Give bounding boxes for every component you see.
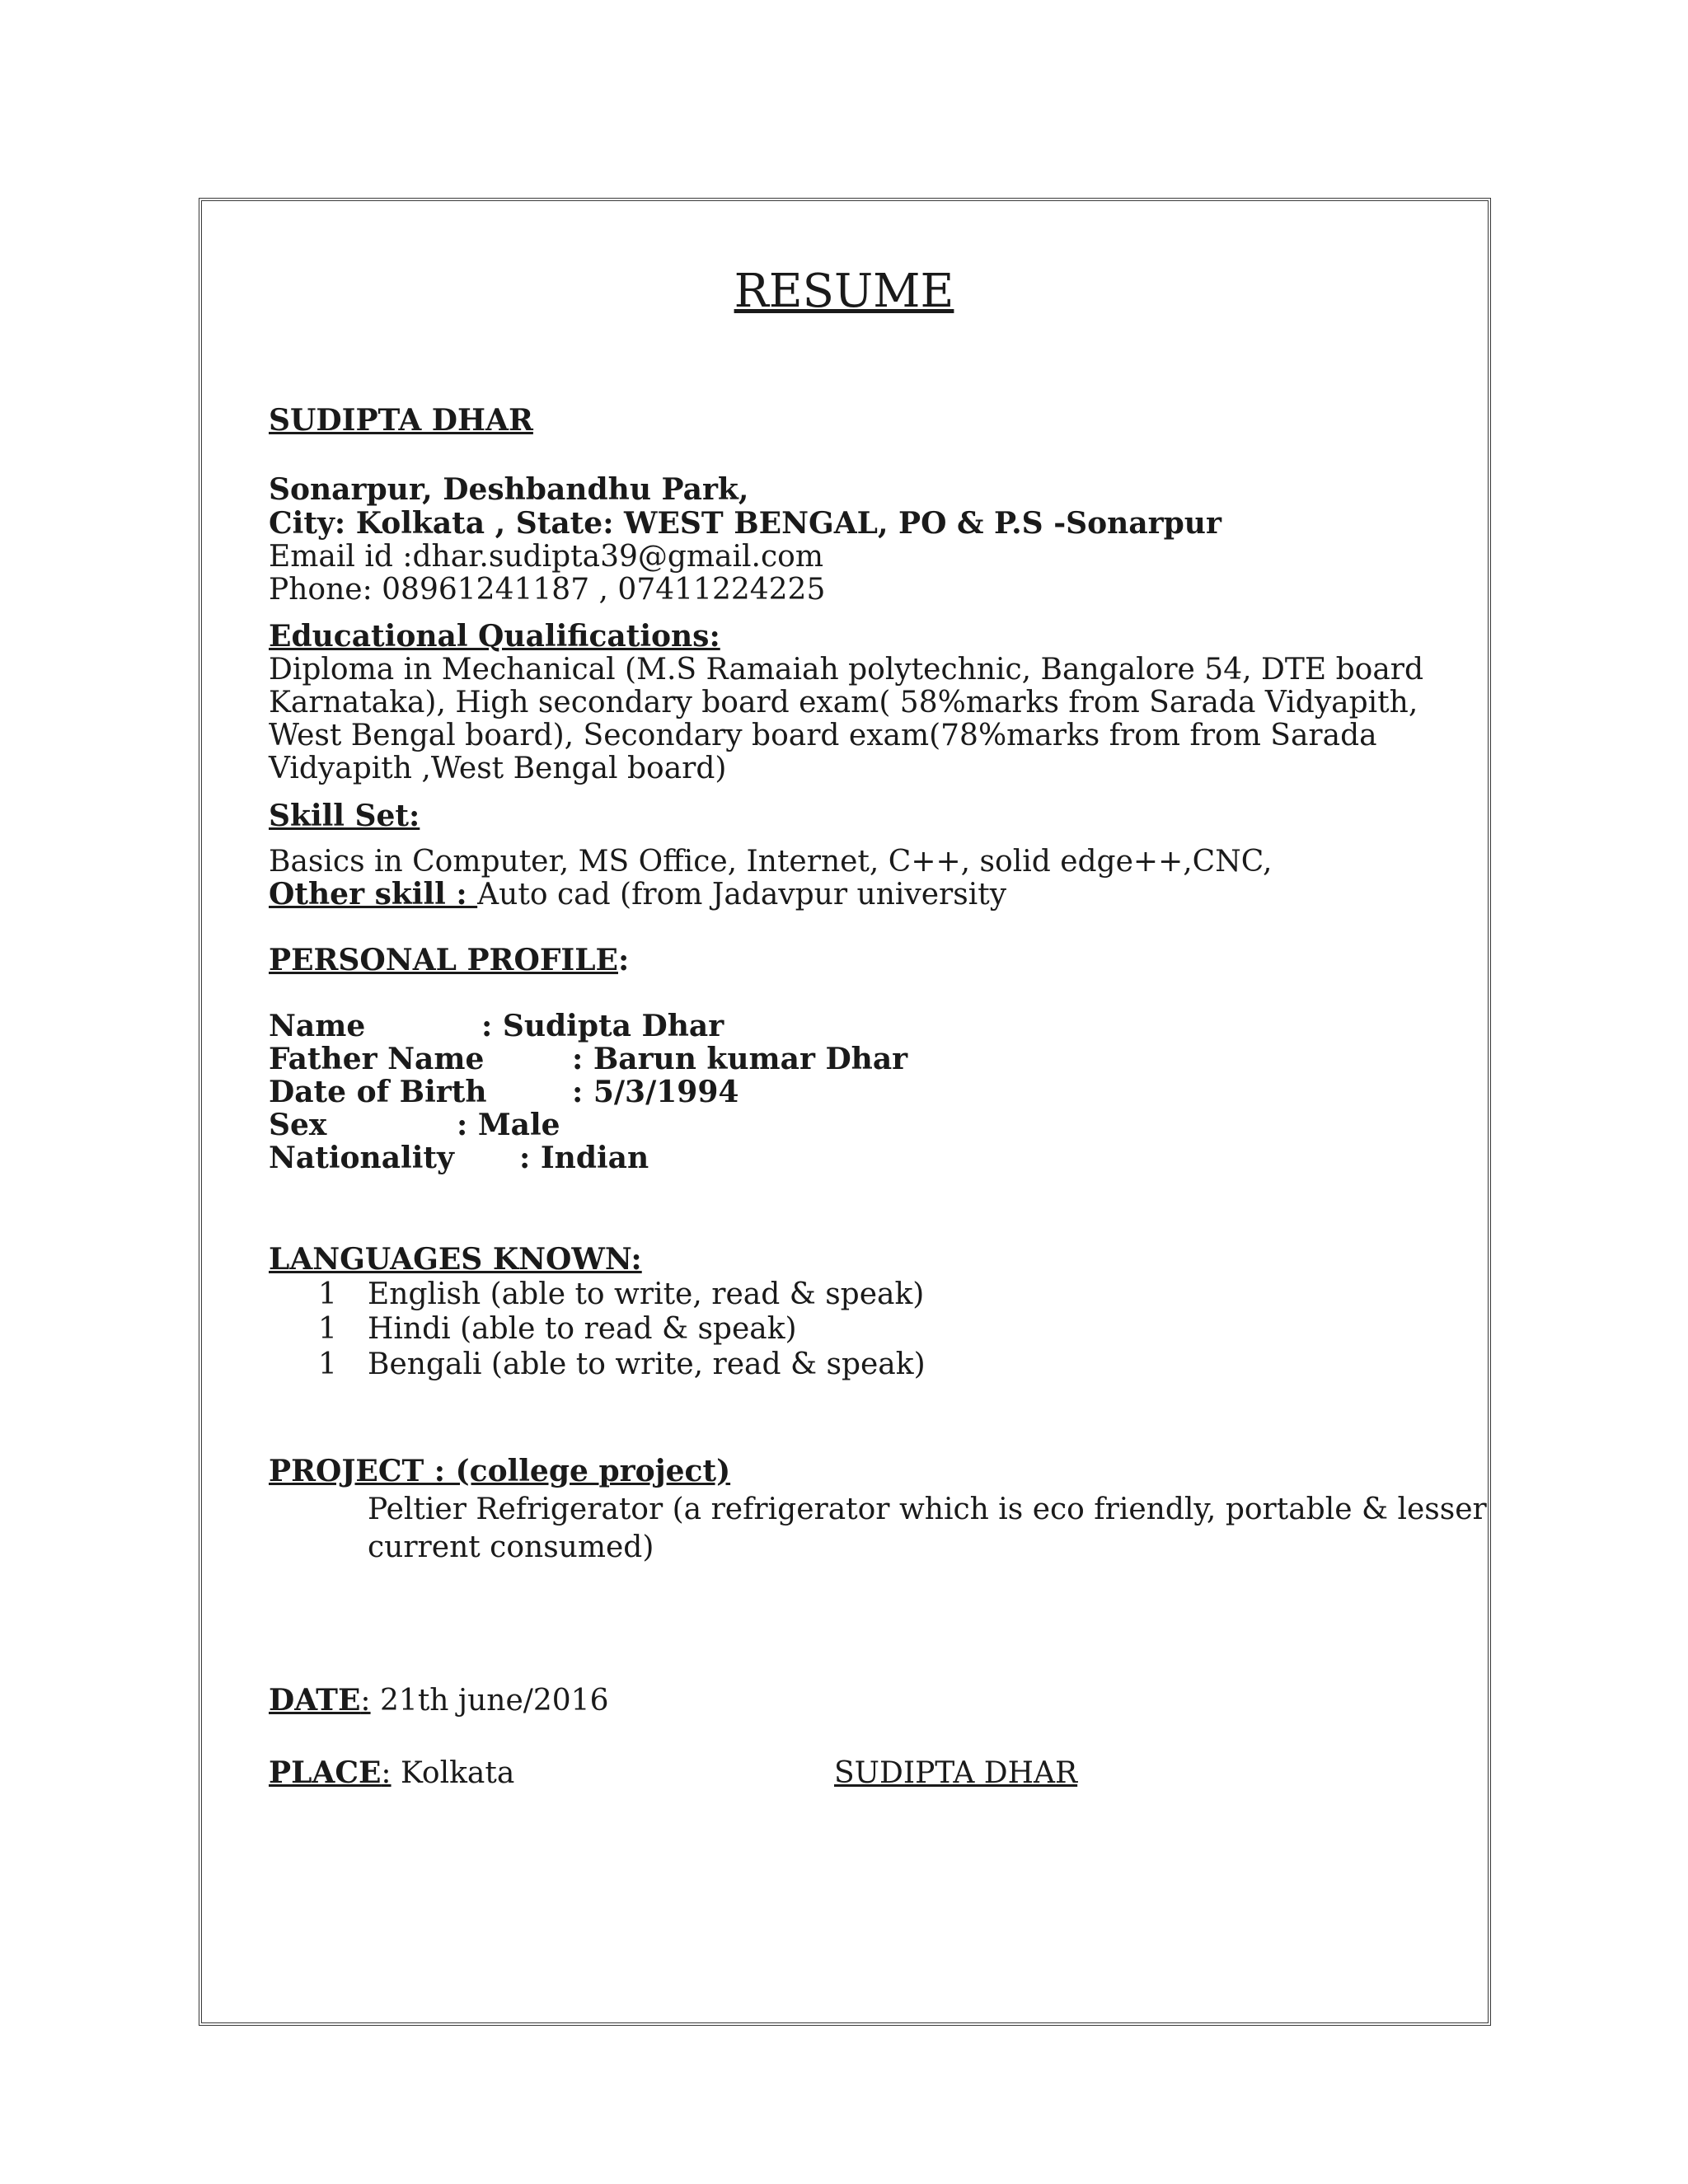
education-heading: Educational Qualifications: bbox=[269, 619, 720, 654]
skills-heading: Skill Set: bbox=[269, 799, 420, 833]
place-separator: : bbox=[381, 1756, 392, 1790]
personal-heading bbox=[269, 944, 629, 977]
other-skill-value: Auto cad (from Jadavpur university bbox=[477, 878, 1007, 912]
profile-label-father: Father Name bbox=[269, 1042, 485, 1076]
education-line: Karnataka), High secondary board exam( 58%marks from Sarada Vidyapith, bbox=[269, 686, 1418, 719]
language-item: Hindi (able to read & speak) bbox=[368, 1312, 797, 1346]
other-skill-label: Other skill : bbox=[269, 877, 478, 912]
education-line: Vidyapith ,West Bengal board) bbox=[269, 752, 727, 785]
language-item: English (able to write, read & speak) bbox=[368, 1277, 925, 1311]
place-label: PLACE bbox=[269, 1755, 382, 1790]
language-number: 1 bbox=[318, 1312, 337, 1346]
project-heading: PROJECT : (college project) bbox=[269, 1454, 731, 1488]
skills-line: Basics in Computer, MS Office, Internet, C++, solid edge++,CNC, bbox=[269, 845, 1273, 879]
profile-value-nationality: : Indian bbox=[519, 1141, 649, 1175]
email-line: Email id :dhar.sudipta39@gmail.com bbox=[269, 540, 823, 574]
other-skill-line bbox=[269, 878, 1006, 912]
resume-title: RESUME bbox=[734, 265, 954, 318]
project-line: current consumed) bbox=[368, 1530, 654, 1564]
profile-value-name: : Sudipta Dhar bbox=[481, 1009, 724, 1043]
name-heading: SUDIPTA DHAR bbox=[269, 403, 533, 438]
language-number: 1 bbox=[318, 1347, 337, 1381]
project-line: Peltier Refrigerator (a refrigerator which is eco friendly, portable & lesser bbox=[368, 1493, 1487, 1526]
address-line-1: Sonarpur, Deshbandhu Park, bbox=[269, 472, 749, 507]
profile-value-dob: : 5/3/1994 bbox=[572, 1075, 739, 1109]
languages-heading: LANGUAGES KNOWN: bbox=[269, 1242, 642, 1277]
personal-heading-text: PERSONAL PROFILE bbox=[269, 943, 618, 977]
personal-heading-suffix: : bbox=[617, 943, 630, 977]
language-number: 1 bbox=[318, 1277, 337, 1311]
signature-name: SUDIPTA DHAR bbox=[834, 1756, 1078, 1790]
date-separator: : bbox=[360, 1684, 371, 1718]
profile-label-dob: Date of Birth bbox=[269, 1075, 487, 1109]
profile-label-name: Name bbox=[269, 1009, 366, 1043]
place-line bbox=[269, 1756, 514, 1790]
education-line: Diploma in Mechanical (M.S Ramaiah polytechnic, Bangalore 54, DTE board bbox=[269, 653, 1424, 687]
date-line bbox=[269, 1684, 609, 1718]
profile-value-father: : Barun kumar Dhar bbox=[572, 1042, 908, 1076]
address-line-2: City: Kolkata , State: WEST BENGAL, PO & P.S -Sonarpur bbox=[269, 506, 1221, 541]
phone-line: Phone: 08961241187 , 07411224225 bbox=[269, 573, 826, 607]
profile-label-sex: Sex bbox=[269, 1108, 327, 1142]
profile-value-sex: : Male bbox=[457, 1108, 560, 1142]
date-label: DATE bbox=[269, 1683, 361, 1718]
place-value: Kolkata bbox=[391, 1756, 515, 1790]
language-item: Bengali (able to write, read & speak) bbox=[368, 1347, 926, 1381]
profile-label-nationality: Nationality bbox=[269, 1141, 454, 1175]
education-line: West Bengal board), Secondary board exam(78%marks from from Sarada bbox=[269, 719, 1377, 752]
date-value: 21th june/2016 bbox=[370, 1684, 609, 1718]
